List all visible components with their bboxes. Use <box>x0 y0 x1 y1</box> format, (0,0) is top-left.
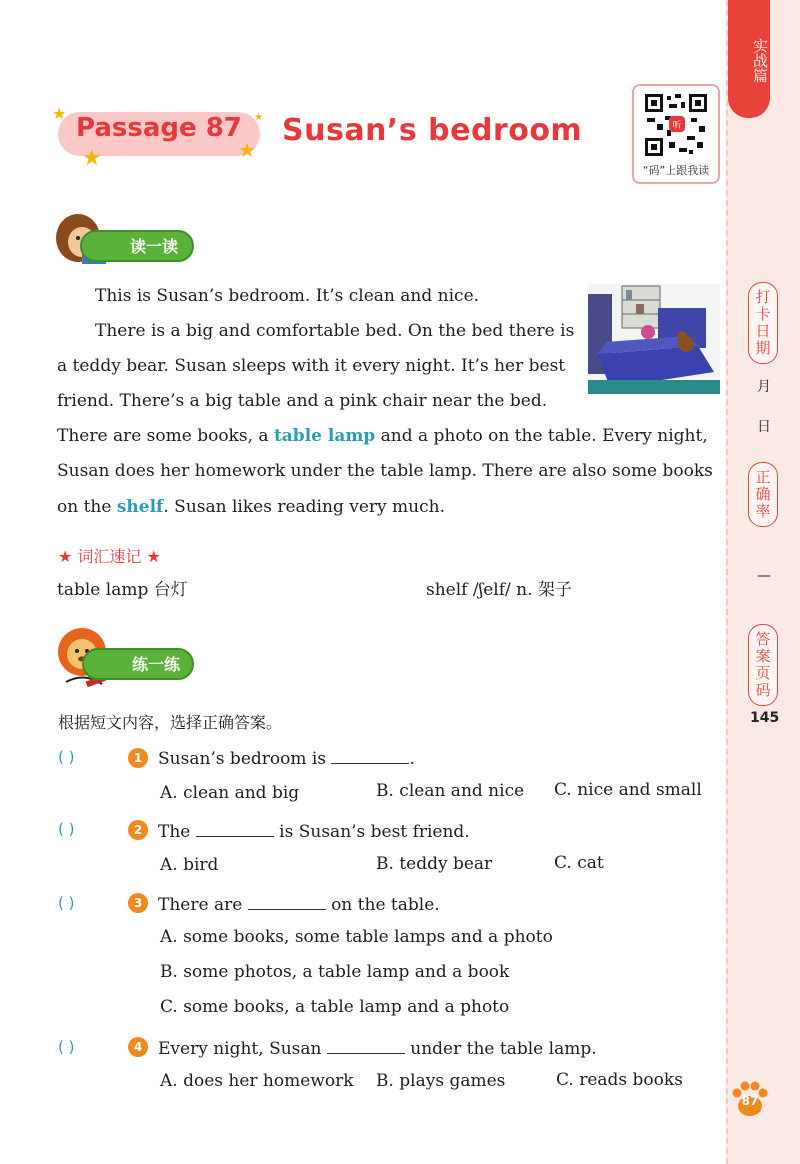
option[interactable]: B. teddy bear <box>376 854 493 874</box>
passage-line <box>57 424 708 448</box>
page-number: 87 <box>741 1094 759 1108</box>
reading-section-label: 读一读 <box>130 237 179 256</box>
question-stem: . <box>409 749 415 769</box>
section-tab-label: 实战篇 <box>751 38 769 83</box>
option[interactable]: B. clean and nice <box>376 781 525 801</box>
passage-line: This is Susan’s bedroom. It’s clean and nice. <box>95 286 480 306</box>
qr-code-box[interactable] <box>632 84 720 184</box>
question-number: 3 <box>128 893 148 913</box>
option[interactable]: A. some books, some table lamps and a photo <box>160 927 553 947</box>
option[interactable]: C. cat <box>554 853 604 873</box>
passage-text: There are some books, a <box>57 426 274 446</box>
passage-line: friend. There’s a big table and a pink chair near the bed. <box>57 391 548 411</box>
star-icon: ★ <box>82 146 102 171</box>
star-icon: ★ <box>52 104 67 123</box>
question-stem: Every night, Susan <box>158 1039 327 1059</box>
checkin-date-label: 打卡日期 <box>748 282 778 364</box>
option[interactable]: A. clean and big <box>160 783 300 803</box>
option[interactable]: B. some photos, a table lamp and a book <box>160 962 510 982</box>
section-tab <box>728 0 770 118</box>
vocab-item: table lamp 台灯 <box>57 580 188 600</box>
answer-blank[interactable]: ( ) <box>58 894 75 912</box>
option[interactable]: C. reads books <box>556 1070 683 1090</box>
reading-section-header <box>80 230 194 262</box>
question-number: 4 <box>128 1037 148 1057</box>
question-stem: Susan’s bedroom is <box>158 749 332 769</box>
star-icon: ★ <box>238 138 256 162</box>
accuracy-dash: — <box>757 568 771 584</box>
question-stem: There are <box>158 895 248 915</box>
practice-section-header <box>82 648 194 680</box>
question-stem: under the table lamp. <box>404 1039 597 1059</box>
vocab-item: shelf /ʃelf/ n. 架子 <box>426 580 572 600</box>
question-stem: The <box>158 822 196 842</box>
fill-blank <box>331 745 409 764</box>
option[interactable]: A. bird <box>160 855 219 875</box>
practice-section-label: 练一练 <box>132 655 181 674</box>
answer-page-number: 145 <box>750 710 780 726</box>
option[interactable]: C. some books, a table lamp and a photo <box>160 997 510 1017</box>
fill-blank <box>196 818 274 837</box>
question-text <box>158 891 440 915</box>
star-icon: ★ <box>254 112 263 123</box>
option[interactable]: C. nice and small <box>554 780 702 800</box>
passage-text: on the <box>57 497 117 517</box>
question-number: 2 <box>128 820 148 840</box>
answer-page-label: 答案页码 <box>748 624 778 706</box>
listen-badge: 听 <box>672 121 682 131</box>
day-label: 日 <box>757 419 771 435</box>
answer-blank[interactable]: ( ) <box>58 1038 75 1056</box>
bedroom-illustration <box>588 284 720 394</box>
keyword-shelf: shelf <box>116 497 164 517</box>
question-stem: on the table. <box>325 895 440 915</box>
question-text <box>158 818 470 842</box>
keyword-table-lamp: table lamp <box>273 426 376 446</box>
fill-blank <box>327 1035 405 1054</box>
month-label: 月 <box>757 379 771 395</box>
passage-line: Susan does her homework under the table lamp. There are also some books <box>57 461 713 481</box>
instruction: 根据短文内容，选择正确答案。 <box>58 713 283 732</box>
qr-caption: “码”上跟我读 <box>642 164 710 177</box>
passage-text: . Susan likes reading very much. <box>163 497 445 517</box>
accuracy-label: 正确率 <box>748 462 778 527</box>
passage-number: Passage 87 <box>76 113 242 143</box>
page-title: Susan’s bedroom <box>282 113 583 148</box>
vocab-heading: ★ 词汇速记 ★ <box>58 547 161 566</box>
passage-line <box>57 495 445 519</box>
question-stem: is Susan’s best friend. <box>273 822 470 842</box>
fill-blank <box>248 891 326 910</box>
option[interactable]: A. does her homework <box>160 1071 354 1091</box>
option[interactable]: B. plays games <box>376 1071 506 1091</box>
answer-blank[interactable]: ( ) <box>58 748 75 766</box>
passage-line: a teddy bear. Susan sleeps with it every night. It’s her best <box>57 356 566 376</box>
passage-line: There is a big and comfortable bed. On the bed there is <box>95 321 575 341</box>
question-number: 1 <box>128 748 148 768</box>
answer-blank[interactable]: ( ) <box>58 820 75 838</box>
question-text <box>158 745 415 769</box>
passage-text: and a photo on the table. Every night, <box>375 426 708 446</box>
question-text <box>158 1035 597 1059</box>
